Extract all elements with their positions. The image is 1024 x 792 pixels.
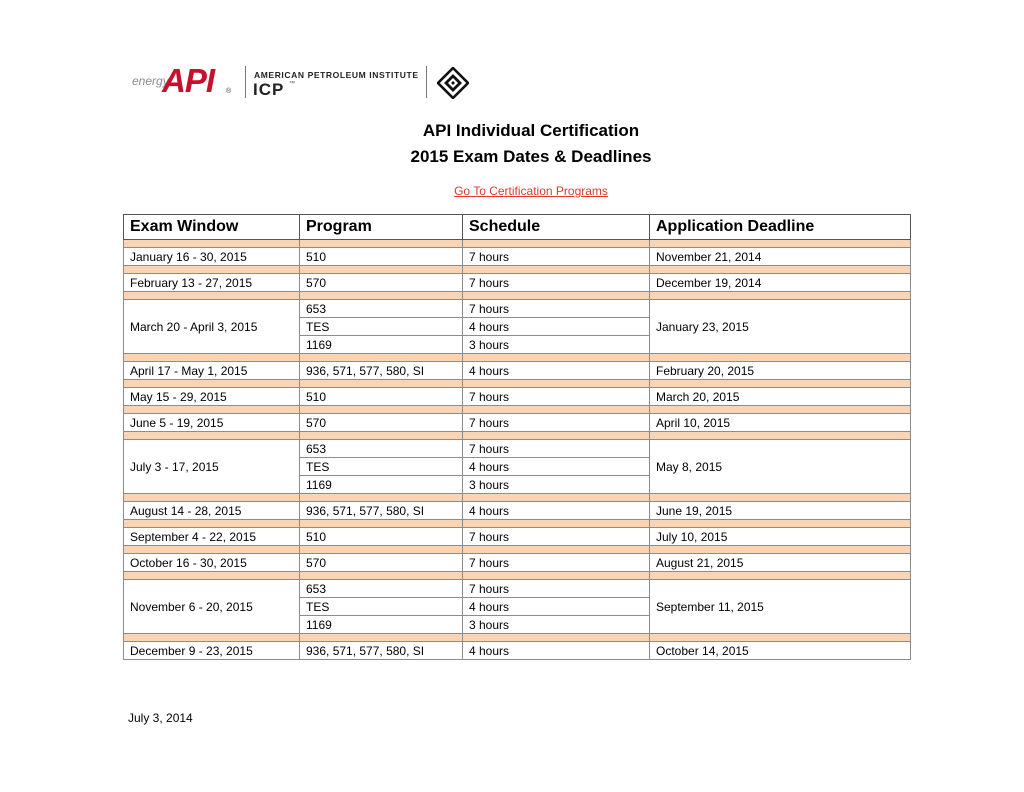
spacer-cell (463, 240, 650, 248)
logo-registered-mark: ® (226, 88, 232, 95)
spacer-row (124, 520, 911, 528)
spacer-cell (300, 266, 463, 274)
deadline-cell: September 11, 2015 (650, 580, 911, 634)
schedule-cell: 7 hours (463, 528, 650, 546)
table-row (124, 642, 911, 660)
spacer-row (124, 546, 911, 554)
program-cell: TES (300, 318, 463, 336)
spacer-cell (650, 634, 911, 642)
spacer-cell (650, 432, 911, 440)
spacer-cell (463, 634, 650, 642)
spacer-cell (463, 266, 650, 274)
program-cell: 570 (300, 554, 463, 572)
footer-date: July 3, 2014 (128, 711, 193, 725)
table-row (124, 528, 911, 546)
document-title: API Individual Certification (422, 121, 640, 140)
spacer-cell (650, 266, 911, 274)
table-row (124, 502, 911, 520)
deadline-cell: December 19, 2014 (650, 274, 911, 292)
spacer-cell (124, 406, 300, 414)
schedule-cell: 7 hours (463, 554, 650, 572)
exam-window-cell: October 16 - 30, 2015 (124, 554, 300, 572)
exam-window-cell: December 9 - 23, 2015 (124, 642, 300, 660)
schedule-cell: 4 hours (463, 362, 650, 380)
schedule-cell: 7 hours (463, 414, 650, 432)
deadline-cell: October 14, 2015 (650, 642, 911, 660)
schedule-cell: 7 hours (463, 274, 650, 292)
schedule-cell: 4 hours (463, 642, 650, 660)
deadline-cell: March 20, 2015 (650, 388, 911, 406)
spacer-cell (463, 572, 650, 580)
deadline-cell: June 19, 2015 (650, 502, 911, 520)
deadline-cell: April 10, 2015 (650, 414, 911, 432)
deadline-cell: May 8, 2015 (650, 440, 911, 494)
logo-divider (426, 66, 427, 98)
header-application-deadline: Application Deadline (650, 215, 911, 240)
spacer-cell (124, 266, 300, 274)
deadline-cell: February 20, 2015 (650, 362, 911, 380)
spacer-cell (650, 494, 911, 502)
program-cell: 1169 (300, 616, 463, 634)
program-cell: 570 (300, 274, 463, 292)
spacer-cell (300, 432, 463, 440)
program-cell: TES (300, 458, 463, 476)
spacer-cell (650, 354, 911, 362)
schedule-cell: 3 hours (463, 616, 650, 634)
spacer-cell (463, 494, 650, 502)
spacer-cell (463, 432, 650, 440)
exam-window-cell: August 14 - 28, 2015 (124, 502, 300, 520)
program-cell: 936, 571, 577, 580, SI (300, 642, 463, 660)
deadline-cell: August 21, 2015 (650, 554, 911, 572)
spacer-row (124, 240, 911, 248)
schedule-cell: 7 hours (463, 440, 650, 458)
spacer-cell (650, 572, 911, 580)
spacer-cell (300, 494, 463, 502)
schedule-cell: 4 hours (463, 502, 650, 520)
program-cell: 510 (300, 388, 463, 406)
program-cell: 570 (300, 414, 463, 432)
spacer-cell (300, 520, 463, 528)
program-cell: 1169 (300, 336, 463, 354)
spacer-cell (463, 406, 650, 414)
program-cell: 1169 (300, 476, 463, 494)
spacer-cell (463, 380, 650, 388)
program-cell: 653 (300, 440, 463, 458)
spacer-cell (300, 546, 463, 554)
exam-window-cell: September 4 - 22, 2015 (124, 528, 300, 546)
spacer-row (124, 572, 911, 580)
spacer-cell (124, 380, 300, 388)
table-row (124, 300, 911, 318)
spacer-cell (124, 494, 300, 502)
logo-divider (245, 66, 246, 98)
spacer-row (124, 494, 911, 502)
program-cell: 653 (300, 300, 463, 318)
schedule-cell: 3 hours (463, 476, 650, 494)
spacer-cell (124, 240, 300, 248)
schedule-cell: 7 hours (463, 580, 650, 598)
spacer-cell (463, 292, 650, 300)
spacer-row (124, 634, 911, 642)
spacer-row (124, 354, 911, 362)
logo-institute-text: AMERICAN PETROLEUM INSTITUTE (254, 70, 419, 80)
logo-api-text: API (162, 62, 215, 99)
program-cell: 936, 571, 577, 580, SI (300, 362, 463, 380)
spacer-cell (463, 354, 650, 362)
exam-window-cell: June 5 - 19, 2015 (124, 414, 300, 432)
deadline-cell: November 21, 2014 (650, 248, 911, 266)
spacer-cell (124, 634, 300, 642)
spacer-cell (300, 354, 463, 362)
table-row (124, 388, 911, 406)
program-cell: 936, 571, 577, 580, SI (300, 502, 463, 520)
table-row (124, 440, 911, 458)
spacer-cell (124, 546, 300, 554)
spacer-row (124, 266, 911, 274)
logo-trademark: ™ (289, 81, 295, 87)
table-row (124, 362, 911, 380)
schedule-cell: 7 hours (463, 248, 650, 266)
spacer-cell (650, 406, 911, 414)
exam-window-cell: April 17 - May 1, 2015 (124, 362, 300, 380)
spacer-cell (124, 354, 300, 362)
schedule-cell: 3 hours (463, 336, 650, 354)
spacer-cell (300, 292, 463, 300)
spacer-cell (650, 380, 911, 388)
schedule-cell: 7 hours (463, 388, 650, 406)
exam-window-cell: March 20 - April 3, 2015 (124, 300, 300, 354)
schedule-cell: 4 hours (463, 458, 650, 476)
document-subtitle: 2015 Exam Dates & Deadlines (410, 147, 652, 166)
spacer-cell (124, 520, 300, 528)
table-row (124, 580, 911, 598)
schedule-cell: 4 hours (463, 598, 650, 616)
table-row (124, 414, 911, 432)
spacer-row (124, 432, 911, 440)
logo-icp-text: ICP (253, 80, 285, 99)
spacer-cell (650, 292, 911, 300)
spacer-cell (300, 634, 463, 642)
program-cell: 510 (300, 528, 463, 546)
table-header-row (124, 215, 911, 240)
table-row (124, 274, 911, 292)
spacer-cell (124, 292, 300, 300)
exam-window-cell: May 15 - 29, 2015 (124, 388, 300, 406)
header-schedule: Schedule (463, 215, 650, 240)
spacer-row (124, 406, 911, 414)
spacer-cell (300, 406, 463, 414)
program-cell: 653 (300, 580, 463, 598)
logo-energy-text: energy (132, 74, 169, 88)
table-row (124, 248, 911, 266)
spacer-cell (650, 240, 911, 248)
deadline-cell: July 10, 2015 (650, 528, 911, 546)
table-body (124, 240, 911, 660)
spacer-cell (300, 380, 463, 388)
program-cell: TES (300, 598, 463, 616)
spacer-cell (124, 432, 300, 440)
exam-window-cell: November 6 - 20, 2015 (124, 580, 300, 634)
schedule-cell: 7 hours (463, 300, 650, 318)
certification-programs-link[interactable]: Go To Certification Programs (454, 184, 608, 198)
spacer-cell (300, 572, 463, 580)
deadline-cell: January 23, 2015 (650, 300, 911, 354)
spacer-cell (463, 546, 650, 554)
exam-window-cell: February 13 - 27, 2015 (124, 274, 300, 292)
spacer-cell (463, 520, 650, 528)
header-program: Program (300, 215, 463, 240)
spacer-cell (650, 546, 911, 554)
exam-schedule-table (123, 214, 911, 660)
header-exam-window: Exam Window (124, 215, 300, 240)
schedule-cell: 4 hours (463, 318, 650, 336)
spacer-row (124, 380, 911, 388)
spacer-cell (300, 240, 463, 248)
diamond-logo-icon (437, 67, 469, 99)
spacer-row (124, 292, 911, 300)
program-cell: 510 (300, 248, 463, 266)
spacer-cell (124, 572, 300, 580)
exam-window-cell: January 16 - 30, 2015 (124, 248, 300, 266)
spacer-cell (650, 520, 911, 528)
table-row (124, 554, 911, 572)
exam-window-cell: July 3 - 17, 2015 (124, 440, 300, 494)
api-icp-logo (132, 64, 472, 100)
